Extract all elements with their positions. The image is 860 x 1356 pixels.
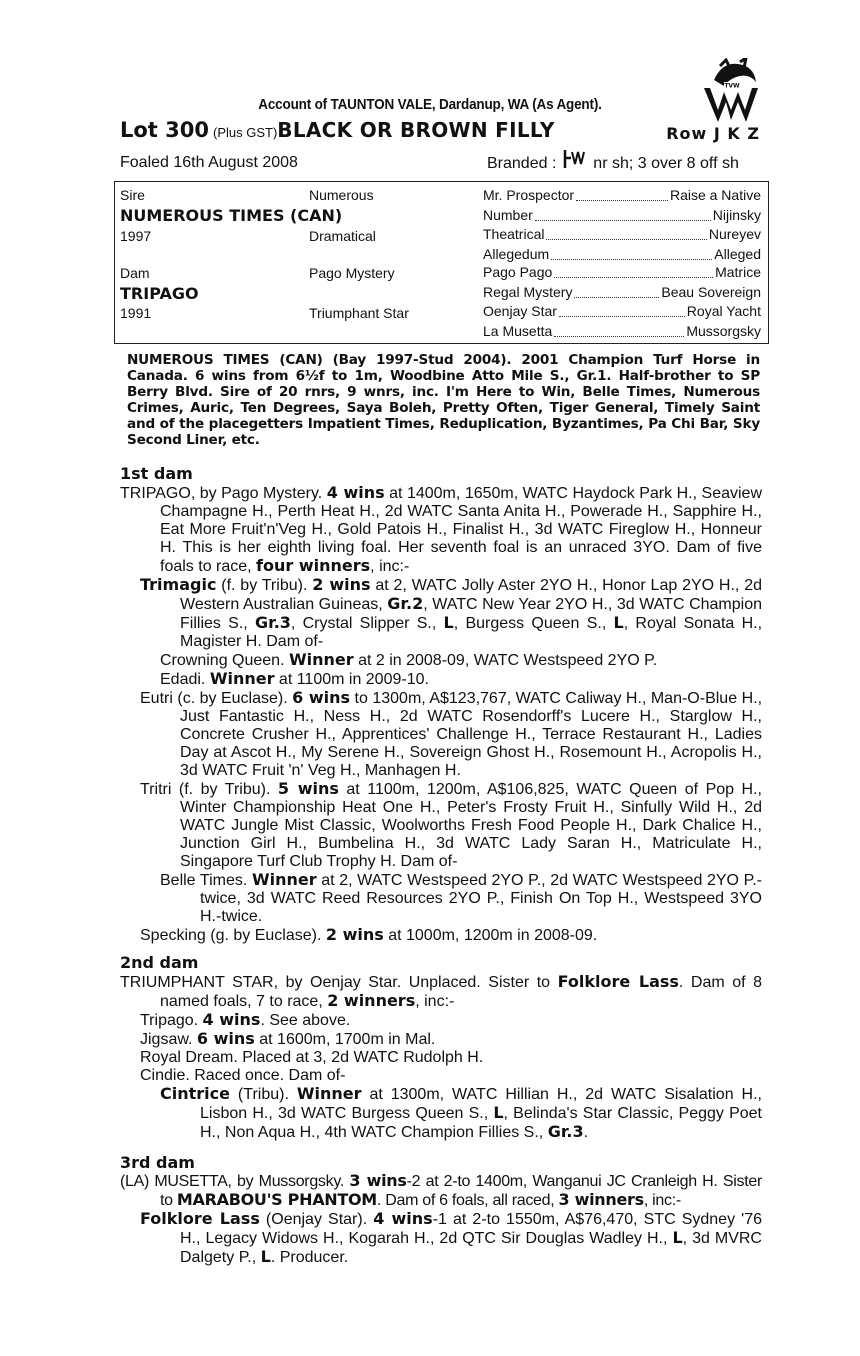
progeny-folklore-lass [140,1210,762,1267]
dot-leader [554,322,684,337]
winners-count: four winners [256,556,371,575]
text: . Dam of 8 named foals, 7 to race, [160,974,762,1010]
winners-count: 3 winners [558,1190,644,1209]
progeny-jigsaw [140,1030,762,1049]
text: Specking (g. by Euclase). [140,927,326,944]
text: . See above. [260,1012,351,1029]
horse-name: Folklore Lass [557,972,679,991]
text: , Royal Sonata H., Magister H. Dam of- [180,615,763,650]
listed-label: L [672,1228,683,1247]
dam-label: Dam [120,265,150,281]
wins-count: 2 wins [325,925,384,944]
text: at 1000m, 1200m in 2008-09. [383,927,598,944]
text: at 1300m, WATC Hillian H., 2d WATC Sisalation H., Lisbon H., 3d WATC Burgess Queen S., [200,1086,762,1122]
first-dam-heading: 1st dam [120,464,193,483]
progeny-tritri [140,780,762,871]
text: at 2, WATC Jolly Aster 2YO H., Honor Lap 2YO H., 2d Western Australian Guineas, [180,577,763,613]
ancestor-left: Number [483,207,533,223]
ancestor-row [483,225,761,244]
listed-label: L [443,613,454,632]
ancestor-left: Allegedum [483,246,550,262]
tvw-logo-icon [700,58,762,124]
text: . [583,1124,589,1141]
dam-sire: Pago Mystery [309,265,395,281]
text: , Crystal Slipper S., [290,615,444,632]
text: , Burgess Queen S., [453,615,614,632]
ancestor-left: Oenjay Star [483,303,557,319]
dot-leader [576,186,668,201]
wins-count: 4 wins [202,1010,261,1029]
progeny-trimagic [140,576,762,651]
wins-count: 5 wins [277,779,339,798]
text: Edadi. [160,671,210,688]
ancestor-right: Beau Sovereign [661,284,761,300]
ancestor-right: Royal Yacht [686,303,761,319]
ancestor-right: Nijinsky [712,207,761,223]
third-dam-section [120,1172,762,1267]
progeny-crowning-queen [160,651,762,670]
vendor-account: Account of TAUNTON VALE, Dardanup, WA (As Agent). [258,96,602,113]
winners-count: 2 winners [327,991,416,1010]
second-dam-intro [120,973,762,1011]
ancestor-right: Alleged [714,246,761,262]
text: at 1400m, 1650m, WATC Haydock Park H., Seaview Champagne H., Perth Heat H., 2d WATC Santa Anita H., Powerade H., Sapphire H., Eat More Fruit'n'Veg H., Gold Patois H., Finalist H., 3d WATC Fireglow H., Honneur H. This is her eighth living foal. Her seventh foal is an unraced 3YO. Dam of five foals to race, [160,485,762,575]
dot-leader [574,283,659,298]
text: TRIPAGO, by Pago Mystery. [120,485,327,502]
ancestor-left: La Musetta [483,323,553,339]
text: at 2, WATC Westspeed 2YO P., 2d WATC Westspeed 2YO P.-twice, 3d WATC Reed Resources 2YO P., Finish On Top H., Westspeed 3YO H.-twice. [200,872,763,925]
progeny-cindie: Cindie. Raced once. Dam of- [140,1067,346,1084]
dot-leader [554,263,713,278]
text: at 1100m in 2009-10. [274,671,429,688]
ancestor-right: Mussorgsky [686,323,761,339]
ancestor-row [483,245,761,264]
dam-dam: Triumphant Star [309,305,409,321]
dam-name: TRIPAGO [120,284,199,303]
text: Tritri (f. by Tribu). [140,781,278,798]
progeny-cintrice [160,1085,762,1142]
third-dam-heading: 3rd dam [120,1153,195,1172]
text: (Tribu). [229,1086,297,1103]
progeny-royal-dream: Royal Dream. Placed at 3, 2d WATC Rudolph H. [140,1049,484,1066]
grade-label: Gr.3 [547,1122,584,1141]
wins-count: Winner [251,870,317,889]
listed-label: L [613,613,624,632]
progeny-tripago [140,1011,762,1030]
dot-leader [546,225,706,240]
text: , Belinda's Star Classic, Peggy Poet H., Non Aqua H., 4th WATC Champion Fillies S., [200,1105,763,1141]
wins-count: 4 wins [373,1209,433,1228]
ancestor-right: Nureyev [708,226,761,242]
text: at 2 in 2008-09, WATC Westspeed 2YO P. [353,652,658,669]
progeny-eutri [140,689,762,780]
wins-count: 6 wins [292,688,351,707]
ancestor-right: Raise a Native [669,187,761,203]
ancestor-row [483,322,761,341]
lot-number: Lot 300 [120,118,209,142]
text: . Dam of 6 foals, all raced, [376,1192,559,1209]
ancestor-left: Regal Mystery [483,284,573,300]
wins-count: 2 wins [312,575,371,594]
text: (LA) MUSETTA, by Mussorgsky. [120,1173,350,1190]
ancestor-left: Theatrical [483,226,545,242]
horse-name: Folklore Lass [140,1209,260,1228]
first-dam-section [120,484,762,945]
wins-count: Winner [288,650,354,669]
gst-note: (Plus GST) [213,125,278,140]
text: -1 at 2-to 1550m, A$76,470, STC Sydney '76 H., Legacy Widows H., Kogarah H., 2d QTC Sir Douglas Wadley H., [180,1211,762,1247]
second-dam-section [120,973,762,1142]
lot-title-line [120,118,762,146]
sire-sire: Numerous [309,187,374,203]
wins-count: Winner [296,1084,362,1103]
ancestor-row [483,206,761,225]
dot-leader [535,206,711,221]
sire-label: Sire [120,187,145,203]
third-dam-intro [120,1172,762,1210]
text: -2 at 2-to 1400m, Wanganui JC Cranleigh H. Sister to [160,1173,762,1209]
wins-count: 4 wins [326,483,385,502]
branded-info [487,148,739,173]
text: (Oenjay Star). [259,1211,374,1228]
text: Crowning Queen. [160,652,289,669]
dot-leader [559,302,685,317]
dam-year: 1991 [120,305,152,321]
listed-label: L [493,1103,504,1122]
horse-name: Cintrice [160,1084,230,1103]
text: , inc:- [415,993,455,1010]
text: Jigsaw. [140,1031,197,1048]
svg-text:TVW: TVW [724,82,740,90]
text: , WATC New Year 2YO H., 3d WATC Champion Fillies S., [180,596,762,632]
horse-name: Trimagic [140,575,217,594]
text: at 1600m, 1700m in Mal. [254,1031,436,1048]
sire-name: NUMEROUS TIMES (CAN) [120,206,343,225]
progeny-belle-times [160,871,762,926]
listed-label: L [260,1247,271,1266]
second-dam-heading: 2nd dam [120,953,199,972]
text: , 3d MVRC Dalgety P., [180,1230,762,1266]
text: , inc:- [643,1192,681,1209]
progeny-edadi [160,670,762,689]
ancestor-row [483,263,761,282]
text: . Producer. [270,1249,349,1266]
lot-description: BLACK OR BROWN FILLY [277,118,555,142]
ancestor-right: Matrice [715,264,761,280]
text: to 1300m, A$123,767, WATC Caliway H., Man-O-Blue H., Just Fantastic H., Ness H., 2d WATC Rosendorff's Lucere H., Starglow H., Concrete Crusher H., Apprentices' Challenge H., Terrace Restaurant H., Ladies Day at Ascot H., My Serene H., Sovereign Ghost H., Rosemount H., Acropolis H., 3d WATC Fruit 'n' Veg H., Manhagen H. [180,690,763,779]
ancestor-row [483,283,761,302]
foaled-date: Foaled 16th August 2008 [120,154,298,171]
brand-mark-icon [563,148,587,170]
wins-count: 3 wins [349,1171,407,1190]
dot-leader [551,245,712,260]
wins-count: Winner [209,669,275,688]
text: at 1100m, 1200m, A$106,825, WATC Queen of Pop H., Winter Championship Heat One H., Peter's Frosty Fruit H., Sinfully Wild H., 2d WATC Jungle Mist Classic, Woolworths Fresh Food People H., Dark Chalice H., Junction Girl H., Bumbelina H., 3d WATC Lady Saran H., Matriculate H., Singapore Turf Club Trophy H. Dam of- [180,781,762,870]
ancestor-row [483,302,761,321]
wins-count: 6 wins [196,1029,255,1048]
text: Tripago. [140,1012,203,1029]
branded-details: nr sh; 3 over 8 off sh [593,155,739,172]
text: , inc:- [370,558,410,575]
sire-dam: Dramatical [309,228,376,244]
horse-name: MARABOU'S PHANTOM [176,1190,377,1209]
first-dam-intro [120,484,762,576]
sire-summary: NUMEROUS TIMES (CAN) (Bay 1997-Stud 2004). 2001 Champion Turf Horse in Canada. 6 wins from 6½f to 1m, Woodbine Atto Mile S., Gr.1. Half-brother to SP Berry Blvd. Sire of 20 rnrs, 9 wnrs, inc. I'm Here to Win, Belle Times, Numerous Crimes, Auric, Ten Degrees, Saya Boleh, Pretty Often, Tiger General, Timely Saint and of the placegetters Impatient Times, Reduplication, Byzantimes, Pa Chi Bar, Sky Second Liner, etc. [127,352,760,448]
grade-label: Gr.2 [387,594,424,613]
ancestor-row [483,186,761,205]
text: TRIUMPHANT STAR, by Oenjay Star. Unplaced. Sister to [120,974,558,991]
pedigree-table [114,181,769,344]
ancestor-left: Mr. Prospector [483,187,575,203]
progeny-specking [140,926,762,945]
grade-label: Gr.3 [254,613,291,632]
text: Eutri (c. by Euclase). [140,690,293,707]
branded-label: Branded : [487,155,557,172]
text: (f. by Tribu). [216,577,313,594]
sire-year: 1997 [120,228,152,244]
text: Belle Times. [160,872,252,889]
row-code: Row J K Z [666,124,760,143]
ancestor-left: Pago Pago [483,264,553,280]
